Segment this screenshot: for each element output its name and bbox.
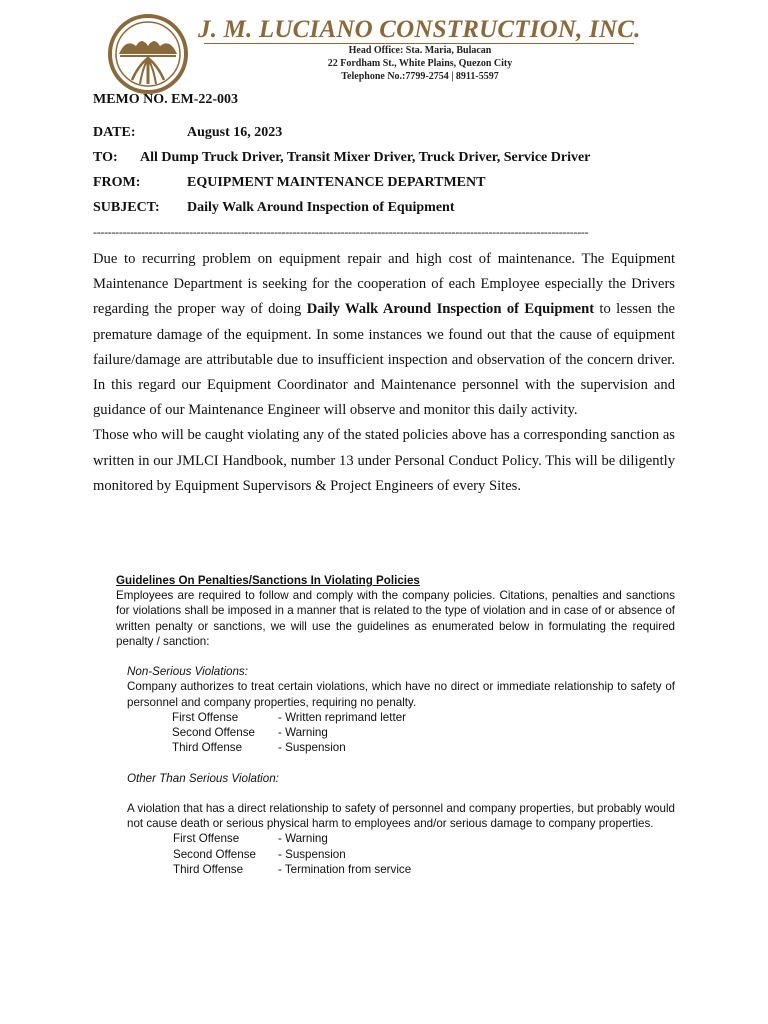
non-serious-desc: Company authorizes to treat certain violations, which have no direct or immediate relationship to safety of personnel and company properties, requiring no penalty. [127,680,675,709]
company-logo-icon [106,14,190,94]
date-value: August 16, 2023 [187,125,283,140]
non-serious-section [127,664,675,755]
guidelines-section [116,573,675,877]
offense-row: Third Offense - Termination from service [173,862,412,876]
address: 22 Fordham St., White Plains, Quezon City [327,58,513,69]
body-bold-phrase: Daily Walk Around Inspection of Equipment [306,301,595,318]
offense-row: Second Offense - Suspension [173,847,346,861]
body-paragraph-1: Due to recurring problem on equipment repair and high cost of maintenance. The Equipment Maintenance Department is seeking for the cooperation of each Employee especially the Drivers regarding the proper way of doing Daily Walk Around Inspection of Equipment to lessen the premature damage of the equipment. In some instances we found out that the cause of equipment failure/damage are attributable due to insufficient inspection and observation of the concern driver. In this regard our Equipment Coordinator and Maintenance personnel with the supervision and guidance of our Maintenance Engineer will observe and monitor this daily activity. [93,251,675,419]
from-value: EQUIPMENT MAINTENANCE DEPARTMENT [187,175,486,190]
to-label: TO: [93,150,118,165]
offense-row: First Offense - Warning [173,832,328,846]
non-serious-title: Non-Serious Violations: [127,665,248,679]
other-than-serious-section [127,771,675,877]
subject-row [93,200,455,216]
subject-value: Daily Walk Around Inspection of Equipment [187,200,455,215]
letterhead [106,12,641,92]
head-office: Head Office: Sta. Maria, Bulacan [348,45,492,56]
offense-row: First Offense - Written reprimand letter [172,710,407,724]
to-value: All Dump Truck Driver, Transit Mixer Driver, Truck Driver, Service Driver [140,150,591,165]
telephone: Telephone No.:7799-2754 | 8911-5597 [341,71,499,82]
memo-number: MEMO NO. EM-22-003 [93,92,239,107]
memo-body [93,247,675,499]
from-label: FROM: [93,175,141,190]
other-than-serious-desc: A violation that has a direct relationship to safety of personnel and company properties, but probably would not cause death or serious physical harm to employees and/or serious damage to company properties. [127,801,675,831]
address-block [300,44,540,83]
other-than-serious-title: Other Than Serious Violation: [127,771,279,785]
from-row [93,175,486,191]
guidelines-title: Guidelines On Penalties/Sanctions In Violating Policies [116,574,420,587]
date-label: DATE: [93,125,136,140]
subject-label: SUBJECT: [93,200,160,215]
body-paragraph-2: Those who will be caught violating any of the stated policies above has a corresponding sanction as written in our JMLCI Handbook, number 13 under Personal Conduct Policy. This will be diligently monitored by Equipment Supervisors & Project Engineers of every Sites. [93,427,675,494]
date-row [93,125,283,141]
offense-row: Third Offense - Suspension [172,741,346,755]
to-row [93,150,591,166]
company-name: J. M. LUCIANO CONSTRUCTION, INC. [198,16,641,43]
separator-line: -------------------------------------------------------------------------------------------------------------------------------------- [93,226,589,238]
offense-row: Second Offense - Warning [172,726,328,739]
guidelines-intro: Employees are required to follow and comply with the company policies. Citations, penalties and sanctions for violations shall be imposed in a manner that is related to the type of violation and in case of or absence of written penalty or sanctions, we will use the guidelines as enumerated below in formulating the required penalty / sanction: [116,589,675,648]
